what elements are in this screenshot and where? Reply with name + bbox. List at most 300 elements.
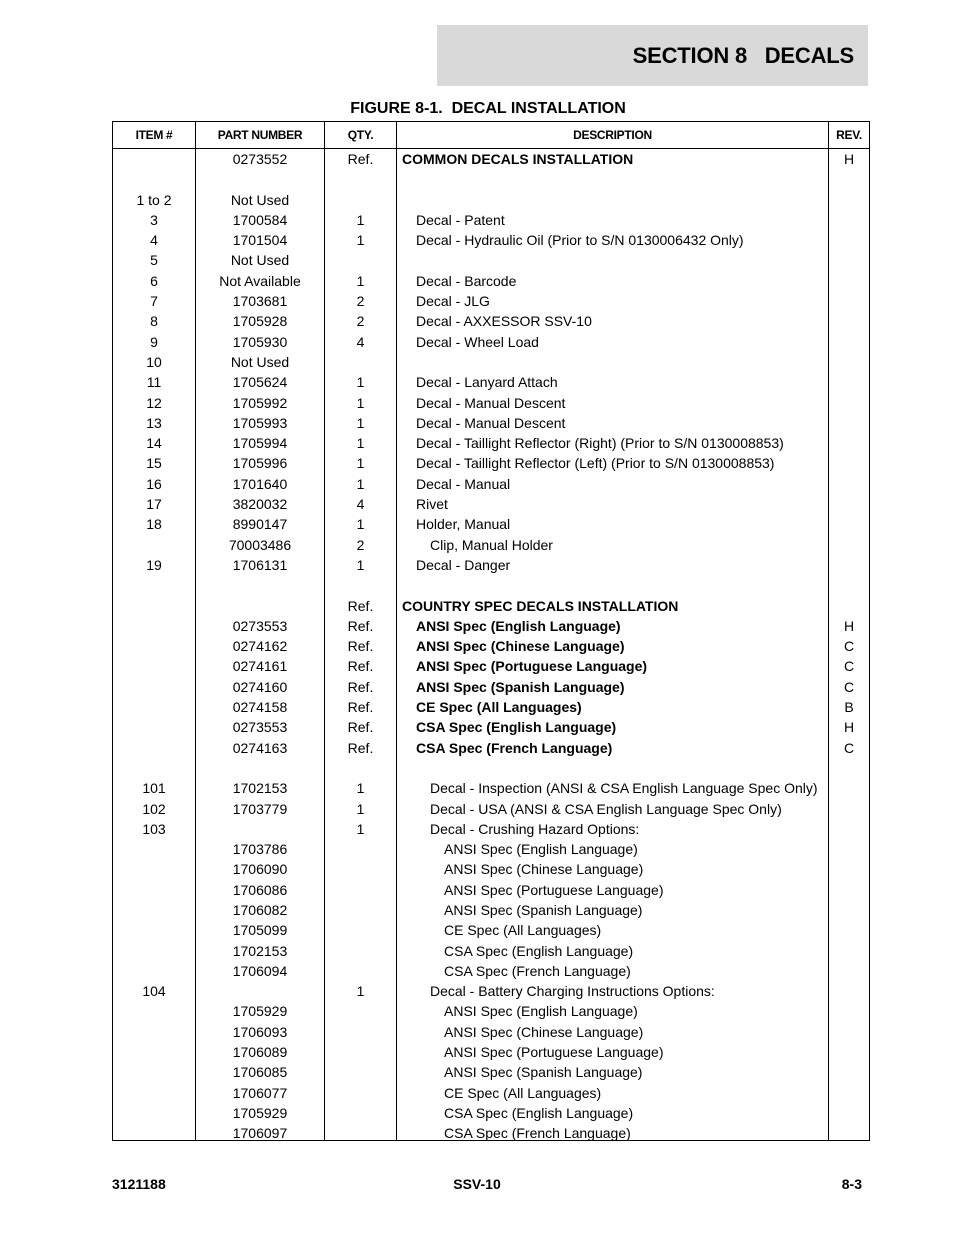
table-row xyxy=(113,474,869,494)
cell-rev xyxy=(829,1022,869,1042)
cell-rev xyxy=(829,778,869,798)
cell-item: 15 xyxy=(146,455,162,472)
cell-rev xyxy=(829,920,869,940)
cell-description: CE Spec (All Languages) xyxy=(444,1084,602,1101)
header-item: ITEM # xyxy=(135,128,173,142)
cell-part-number: Not Available xyxy=(219,272,301,289)
cell-rev xyxy=(829,1083,869,1103)
cell-item: 8 xyxy=(150,313,158,330)
table-row xyxy=(113,880,869,900)
table-row xyxy=(113,677,869,697)
cell-rev xyxy=(829,311,869,331)
cell-item: 104 xyxy=(142,983,166,1000)
table-row xyxy=(113,494,869,514)
cell-part-number: 1701504 xyxy=(232,232,288,249)
cell-description: Decal - Manual Descent xyxy=(416,394,566,411)
table-row xyxy=(113,758,869,778)
cell-qty xyxy=(325,920,396,940)
table-row xyxy=(113,1001,869,1021)
cell-part-number: 0274161 xyxy=(232,658,288,675)
cell-qty xyxy=(325,169,396,189)
cell-part-number: 1703786 xyxy=(232,841,288,858)
cell-part-number xyxy=(196,758,324,778)
table-row xyxy=(113,332,869,352)
table-row xyxy=(113,697,869,717)
cell-item: 6 xyxy=(150,272,158,289)
header-description: DESCRIPTION xyxy=(573,128,652,142)
cell-part-number: 1705994 xyxy=(232,435,288,452)
cell-item xyxy=(113,677,195,697)
cell-description: ANSI Spec (English Language) xyxy=(444,841,638,858)
cell-item xyxy=(113,1042,195,1062)
cell-rev xyxy=(829,393,869,413)
cell-item: 16 xyxy=(146,475,162,492)
cell-item: 1 to 2 xyxy=(136,191,172,208)
cell-item xyxy=(113,656,195,676)
cell-qty: 1 xyxy=(356,455,365,472)
cell-qty: 1 xyxy=(356,820,365,837)
table-row xyxy=(113,799,869,819)
cell-rev xyxy=(829,291,869,311)
cell-part-number xyxy=(196,819,324,839)
cell-part-number: 70003486 xyxy=(228,536,292,553)
cell-description xyxy=(397,575,833,595)
cell-description: CE Spec (All Languages) xyxy=(444,922,602,939)
cell-part-number xyxy=(196,575,324,595)
cell-qty: 2 xyxy=(356,313,365,330)
cell-rev xyxy=(829,190,869,210)
cell-description: CSA Spec (English Language) xyxy=(444,1104,634,1121)
cell-description: ANSI Spec (Portuguese Language) xyxy=(444,881,664,898)
cell-qty xyxy=(325,1062,396,1082)
table-row xyxy=(113,1042,869,1062)
cell-description: ANSI Spec (Spanish Language) xyxy=(444,901,643,918)
table-row xyxy=(113,920,869,940)
cell-item xyxy=(113,1022,195,1042)
cell-item xyxy=(113,697,195,717)
cell-item xyxy=(113,859,195,879)
cell-description: ANSI Spec (Chinese Language) xyxy=(444,861,644,878)
cell-qty: 1 xyxy=(356,374,365,391)
cell-rev: H xyxy=(843,719,855,736)
header-qty: QTY. xyxy=(347,128,374,142)
section-title: SECTION 8 DECALS xyxy=(632,42,854,68)
cell-description: Decal - Taillight Reflector (Left) (Prior to S/N 0130008853) xyxy=(416,455,775,472)
cell-description: ANSI Spec (Portuguese Language) xyxy=(416,658,648,675)
cell-item: 18 xyxy=(146,516,162,533)
cell-rev xyxy=(829,474,869,494)
cell-part-number xyxy=(196,596,324,616)
cell-description: CSA Spec (English Language) xyxy=(444,942,634,959)
cell-part-number: 1700584 xyxy=(232,211,288,228)
table-row xyxy=(113,738,869,758)
cell-qty xyxy=(325,1001,396,1021)
cell-part-number: 0274163 xyxy=(232,739,288,756)
cell-rev xyxy=(829,900,869,920)
cell-description: Decal - Crushing Hazard Options: xyxy=(430,820,640,837)
cell-part-number: 1706077 xyxy=(232,1084,288,1101)
table-row xyxy=(113,981,869,1001)
cell-part-number: 1706097 xyxy=(232,1125,288,1142)
cell-qty: 1 xyxy=(356,800,365,817)
cell-part-number: 1706131 xyxy=(232,556,288,573)
cell-part-number: 1705928 xyxy=(232,313,288,330)
cell-item: 7 xyxy=(150,293,158,310)
cell-qty: 2 xyxy=(356,293,365,310)
cell-qty: 1 xyxy=(356,556,365,573)
cell-description xyxy=(397,250,833,270)
cell-rev xyxy=(829,880,869,900)
cell-description: Decal - Hydraulic Oil (Prior to S/N 0130006432 Only) xyxy=(416,232,744,249)
cell-item xyxy=(113,961,195,981)
cell-description: Decal - Manual xyxy=(416,475,511,492)
table-row xyxy=(113,210,869,230)
cell-description: Decal - Patent xyxy=(416,211,505,228)
cell-description: COMMON DECALS INSTALLATION xyxy=(402,151,634,167)
table-row xyxy=(113,575,869,595)
cell-item: 102 xyxy=(142,800,166,817)
cell-description: Decal - Wheel Load xyxy=(416,333,539,350)
cell-qty xyxy=(325,190,396,210)
cell-rev: B xyxy=(844,699,854,716)
table-row xyxy=(113,413,869,433)
cell-item: 101 xyxy=(142,780,166,797)
table-row xyxy=(113,169,869,189)
cell-part-number: 0274160 xyxy=(232,678,288,695)
cell-qty: 1 xyxy=(356,780,365,797)
cell-part-number: 1706086 xyxy=(232,881,288,898)
table-row xyxy=(113,311,869,331)
table-row xyxy=(113,1022,869,1042)
cell-qty xyxy=(325,1123,396,1143)
table-row xyxy=(113,819,869,839)
cell-rev xyxy=(829,961,869,981)
cell-description: Decal - JLG xyxy=(416,293,490,310)
cell-rev xyxy=(829,250,869,270)
cell-qty: 1 xyxy=(356,516,365,533)
cell-qty: 2 xyxy=(356,536,365,553)
table-row xyxy=(113,352,869,372)
cell-rev xyxy=(829,758,869,778)
cell-rev xyxy=(829,941,869,961)
cell-part-number: 1703779 xyxy=(232,800,288,817)
header-part-number: PART NUMBER xyxy=(217,128,303,142)
cell-item xyxy=(113,758,195,778)
table-row xyxy=(113,291,869,311)
cell-part-number xyxy=(196,981,324,1001)
cell-part-number: 8990147 xyxy=(232,516,288,533)
cell-part-number: 0273553 xyxy=(232,719,288,736)
cell-item: 103 xyxy=(142,820,166,837)
table-row xyxy=(113,393,869,413)
cell-qty xyxy=(325,839,396,859)
table-row xyxy=(113,656,869,676)
table-row xyxy=(113,453,869,473)
cell-item: 9 xyxy=(150,333,158,350)
cell-item xyxy=(113,1083,195,1103)
cell-description: ANSI Spec (Spanish Language) xyxy=(416,678,625,695)
cell-qty: Ref. xyxy=(347,699,374,716)
cell-description: CSA Spec (French Language) xyxy=(444,962,631,979)
cell-qty: 1 xyxy=(356,394,365,411)
cell-part-number: 1702153 xyxy=(232,942,288,959)
cell-rev xyxy=(829,169,869,189)
table-row xyxy=(113,941,869,961)
cell-item: 10 xyxy=(146,353,162,370)
cell-rev xyxy=(829,799,869,819)
cell-qty: 4 xyxy=(356,496,365,513)
cell-part-number: Not Used xyxy=(230,353,290,370)
cell-rev xyxy=(829,271,869,291)
cell-part-number: 1705929 xyxy=(232,1003,288,1020)
figure-title: FIGURE 8-1. DECAL INSTALLATION xyxy=(350,100,626,117)
cell-rev xyxy=(829,453,869,473)
cell-qty xyxy=(325,1103,396,1123)
cell-description: Decal - Manual Descent xyxy=(416,414,566,431)
cell-part-number: 1705929 xyxy=(232,1104,288,1121)
cell-qty: 1 xyxy=(356,414,365,431)
cell-rev: C xyxy=(843,658,855,675)
table-row xyxy=(113,271,869,291)
cell-item: 4 xyxy=(150,232,158,249)
table-row xyxy=(113,636,869,656)
table-row xyxy=(113,839,869,859)
table-row xyxy=(113,717,869,737)
cell-qty xyxy=(325,859,396,879)
cell-description xyxy=(397,758,833,778)
parts-table xyxy=(112,121,870,1141)
cell-rev xyxy=(829,819,869,839)
cell-item xyxy=(113,575,195,595)
table-row xyxy=(113,859,869,879)
table-row xyxy=(113,596,869,616)
cell-qty xyxy=(325,575,396,595)
table-row xyxy=(113,149,869,169)
cell-item: 11 xyxy=(146,374,162,391)
cell-description xyxy=(397,190,833,210)
cell-rev: H xyxy=(843,617,855,634)
cell-part-number: Not Used xyxy=(230,252,290,269)
cell-rev xyxy=(829,352,869,372)
table-row xyxy=(113,900,869,920)
cell-qty: Ref. xyxy=(347,151,374,167)
cell-qty: Ref. xyxy=(347,617,374,634)
cell-rev xyxy=(829,210,869,230)
cell-item xyxy=(113,596,195,616)
cell-qty: 4 xyxy=(356,333,365,350)
cell-description: Decal - Battery Charging Instructions Options: xyxy=(430,983,715,1000)
cell-qty: 1 xyxy=(356,272,365,289)
table-row xyxy=(113,778,869,798)
cell-qty xyxy=(325,1042,396,1062)
cell-rev xyxy=(829,372,869,392)
cell-rev xyxy=(829,839,869,859)
cell-part-number: 1705996 xyxy=(232,455,288,472)
cell-rev xyxy=(829,535,869,555)
cell-item xyxy=(113,941,195,961)
cell-qty xyxy=(325,1083,396,1103)
cell-part-number: 1706094 xyxy=(232,962,288,979)
cell-description: Decal - Barcode xyxy=(416,272,517,289)
cell-description xyxy=(397,352,833,372)
cell-rev xyxy=(829,596,869,616)
table-row xyxy=(113,230,869,250)
cell-part-number: 1706085 xyxy=(232,1064,288,1081)
cell-qty: Ref. xyxy=(347,597,374,614)
table-row xyxy=(113,555,869,575)
cell-item xyxy=(113,900,195,920)
cell-qty xyxy=(325,250,396,270)
cell-rev xyxy=(829,332,869,352)
cell-part-number: 1706093 xyxy=(232,1023,288,1040)
cell-part-number: 0273552 xyxy=(232,151,288,167)
cell-rev xyxy=(829,230,869,250)
cell-item xyxy=(113,636,195,656)
table-row xyxy=(113,433,869,453)
cell-description: ANSI Spec (Spanish Language) xyxy=(444,1064,643,1081)
cell-item xyxy=(113,839,195,859)
cell-rev xyxy=(829,859,869,879)
cell-qty: 1 xyxy=(356,475,365,492)
cell-item xyxy=(113,880,195,900)
cell-item: 13 xyxy=(146,414,162,431)
cell-part-number: 1705993 xyxy=(232,414,288,431)
cell-description: ANSI Spec (Portuguese Language) xyxy=(444,1044,664,1061)
cell-item xyxy=(113,616,195,636)
cell-item xyxy=(113,717,195,737)
cell-item: 14 xyxy=(146,435,162,452)
cell-qty xyxy=(325,758,396,778)
cell-qty: 1 xyxy=(356,211,365,228)
cell-qty: 1 xyxy=(356,983,365,1000)
cell-description: Clip, Manual Holder xyxy=(430,536,553,553)
cell-item xyxy=(113,738,195,758)
cell-qty: Ref. xyxy=(347,719,374,736)
cell-part-number: 0274162 xyxy=(232,638,288,655)
cell-description: Rivet xyxy=(416,496,448,513)
cell-part-number: 1705930 xyxy=(232,333,288,350)
cell-part-number: 1706090 xyxy=(232,861,288,878)
cell-description: Decal - Danger xyxy=(416,556,511,573)
cell-rev: C xyxy=(843,638,855,655)
cell-item xyxy=(113,1103,195,1123)
cell-qty xyxy=(325,1022,396,1042)
cell-item xyxy=(113,535,195,555)
cell-description: COUNTRY SPEC DECALS INSTALLATION xyxy=(402,597,679,614)
cell-description: CSA Spec (French Language) xyxy=(444,1125,631,1142)
section-banner xyxy=(437,25,868,86)
cell-qty: 1 xyxy=(356,435,365,452)
cell-qty: Ref. xyxy=(347,739,374,756)
cell-rev: H xyxy=(843,151,855,167)
table-row xyxy=(113,961,869,981)
cell-qty xyxy=(325,352,396,372)
table-row xyxy=(113,1083,869,1103)
footer-page-number: 8-3 xyxy=(841,1176,862,1192)
cell-description: CE Spec (All Languages) xyxy=(416,699,582,716)
table-header xyxy=(113,122,869,149)
cell-item: 5 xyxy=(150,252,158,269)
cell-part-number: 1705624 xyxy=(232,374,288,391)
table-row xyxy=(113,616,869,636)
cell-part-number: 0273553 xyxy=(232,617,288,634)
cell-qty xyxy=(325,941,396,961)
cell-part-number: 1702153 xyxy=(232,780,288,797)
cell-description: CSA Spec (English Language) xyxy=(416,719,617,736)
table-row xyxy=(113,1062,869,1082)
cell-item xyxy=(113,169,195,189)
cell-item: 3 xyxy=(150,211,158,228)
cell-description: ANSI Spec (Chinese Language) xyxy=(416,638,625,655)
table-row xyxy=(113,372,869,392)
cell-item xyxy=(113,149,195,169)
cell-item xyxy=(113,1062,195,1082)
cell-qty xyxy=(325,900,396,920)
cell-rev xyxy=(829,1062,869,1082)
cell-part-number: 3820032 xyxy=(232,496,288,513)
cell-item: 12 xyxy=(146,394,162,411)
cell-part-number: 1706089 xyxy=(232,1044,288,1061)
cell-description: ANSI Spec (Chinese Language) xyxy=(444,1023,644,1040)
cell-item xyxy=(113,1001,195,1021)
cell-qty xyxy=(325,880,396,900)
cell-qty: 1 xyxy=(356,232,365,249)
table-row xyxy=(113,1103,869,1123)
header-rev: REV. xyxy=(836,128,862,142)
cell-part-number: 1701640 xyxy=(232,475,288,492)
cell-description: Decal - USA (ANSI & CSA English Language Spec Only) xyxy=(430,800,782,817)
cell-part-number: Not Used xyxy=(230,191,290,208)
cell-description: Decal - AXXESSOR SSV-10 xyxy=(416,313,592,330)
cell-rev xyxy=(829,494,869,514)
cell-item: 17 xyxy=(146,496,162,513)
cell-description: ANSI Spec (English Language) xyxy=(416,617,621,634)
footer-model: SSV-10 xyxy=(453,1176,501,1192)
footer-doc-number: 3121188 xyxy=(112,1176,166,1192)
table-row xyxy=(113,514,869,534)
cell-description: Decal - Taillight Reflector (Right) (Prior to S/N 0130008853) xyxy=(416,435,784,452)
table-row xyxy=(113,250,869,270)
cell-rev xyxy=(829,1123,869,1143)
table-body xyxy=(113,149,869,1144)
cell-rev xyxy=(829,1103,869,1123)
cell-description xyxy=(397,169,833,189)
cell-rev: C xyxy=(843,678,855,695)
cell-part-number xyxy=(196,169,324,189)
table-row xyxy=(113,535,869,555)
table-row xyxy=(113,1123,869,1143)
cell-item xyxy=(113,920,195,940)
cell-part-number: 1703681 xyxy=(232,293,288,310)
cell-qty: Ref. xyxy=(347,678,374,695)
cell-qty: Ref. xyxy=(347,658,374,675)
cell-rev xyxy=(829,413,869,433)
cell-item: 19 xyxy=(146,556,162,573)
cell-rev xyxy=(829,555,869,575)
cell-part-number: 1706082 xyxy=(232,901,288,918)
cell-rev xyxy=(829,575,869,595)
cell-rev: C xyxy=(843,739,855,756)
cell-part-number: 1705099 xyxy=(232,922,288,939)
cell-rev xyxy=(829,433,869,453)
cell-rev xyxy=(829,514,869,534)
cell-part-number: 1705992 xyxy=(232,394,288,411)
cell-description: Holder, Manual xyxy=(416,516,511,533)
cell-description: Decal - Inspection (ANSI & CSA English Language Spec Only) xyxy=(430,780,818,797)
cell-rev xyxy=(829,1001,869,1021)
table-row xyxy=(113,190,869,210)
cell-qty xyxy=(325,961,396,981)
